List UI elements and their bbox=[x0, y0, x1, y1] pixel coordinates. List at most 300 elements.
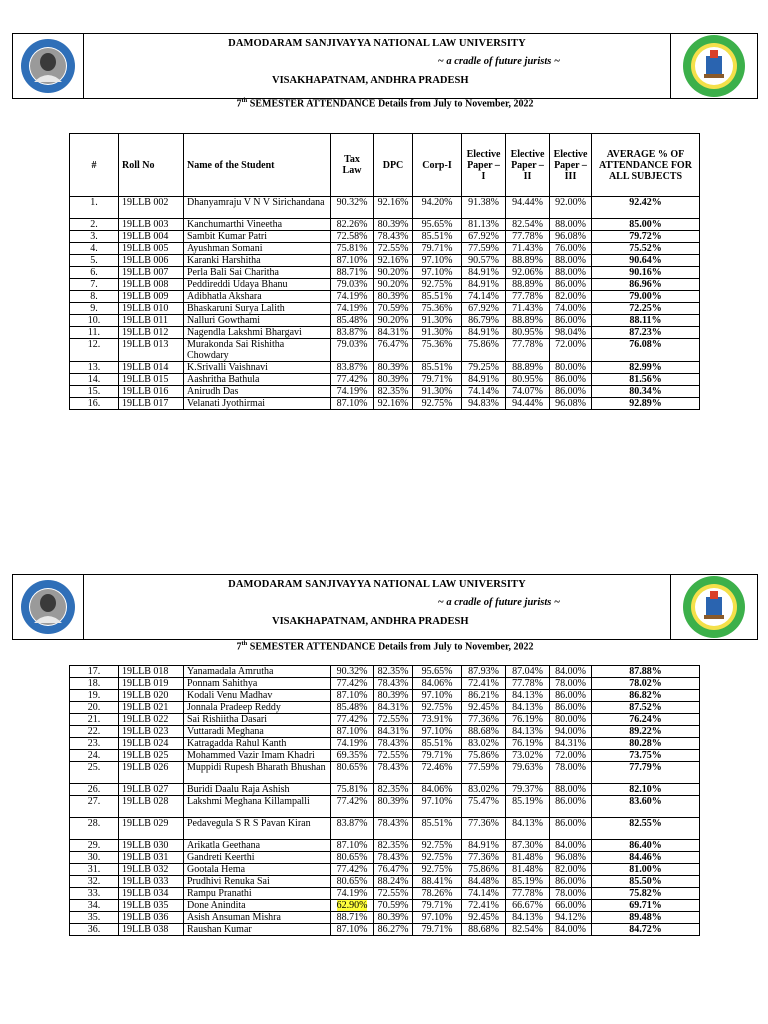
cell-corp-i: 91.30% bbox=[413, 386, 462, 398]
table-row bbox=[70, 784, 700, 796]
cell-tax-law: 87.10% bbox=[331, 398, 374, 410]
cell-elective-2: 84.13% bbox=[506, 702, 550, 714]
cell-elective-1: 84.91% bbox=[462, 327, 506, 339]
cell-tax-law: 87.10% bbox=[331, 255, 374, 267]
table-row bbox=[70, 339, 700, 362]
cell-row-number: 35. bbox=[70, 912, 119, 924]
cell-roll-no: 19LLB 004 bbox=[119, 231, 184, 243]
cell-tax-law: 77.42% bbox=[331, 714, 374, 726]
cell-student-name: Murakonda Sai Rishitha Chowdary bbox=[184, 339, 331, 362]
cell-roll-no: 19LLB 038 bbox=[119, 924, 184, 936]
cell-dpc: 90.20% bbox=[374, 267, 413, 279]
cell-row-number: 11. bbox=[70, 327, 119, 339]
cell-average: 87.88% bbox=[592, 666, 700, 678]
cell-elective-2: 76.19% bbox=[506, 738, 550, 750]
cell-row-number: 22. bbox=[70, 726, 119, 738]
cell-student-name: Lakshmi Meghana Killampalli bbox=[184, 796, 331, 818]
cell-tax-law: 74.19% bbox=[331, 738, 374, 750]
cell-corp-i: 85.51% bbox=[413, 738, 462, 750]
cell-average: 76.24% bbox=[592, 714, 700, 726]
cell-elective-1: 81.13% bbox=[462, 219, 506, 231]
cell-tax-law: 80.65% bbox=[331, 852, 374, 864]
cell-roll-no: 19LLB 012 bbox=[119, 327, 184, 339]
table-row bbox=[70, 818, 700, 840]
table-row bbox=[70, 327, 700, 339]
cell-corp-i: 97.10% bbox=[413, 255, 462, 267]
cell-corp-i: 73.91% bbox=[413, 714, 462, 726]
cell-roll-no: 19LLB 017 bbox=[119, 398, 184, 410]
cell-elective-3: 88.00% bbox=[550, 267, 592, 279]
cell-elective-2: 88.89% bbox=[506, 315, 550, 327]
cell-corp-i: 94.20% bbox=[413, 197, 462, 219]
col-corp: Corp-I bbox=[413, 134, 462, 197]
cell-row-number: 20. bbox=[70, 702, 119, 714]
cell-average: 79.72% bbox=[592, 231, 700, 243]
cell-tax-law: 74.19% bbox=[331, 386, 374, 398]
cell-elective-3: 86.00% bbox=[550, 796, 592, 818]
cell-elective-2: 82.54% bbox=[506, 924, 550, 936]
cell-row-number: 9. bbox=[70, 303, 119, 315]
table-body-2 bbox=[70, 666, 700, 936]
cell-corp-i: 79.71% bbox=[413, 900, 462, 912]
table-row bbox=[70, 876, 700, 888]
cell-corp-i: 97.10% bbox=[413, 690, 462, 702]
cell-tax-law: 77.42% bbox=[331, 678, 374, 690]
cell-dpc: 78.43% bbox=[374, 738, 413, 750]
cell-roll-no: 19LLB 036 bbox=[119, 912, 184, 924]
cell-elective-2: 94.44% bbox=[506, 197, 550, 219]
col-sn: # bbox=[70, 134, 119, 197]
cell-average: 82.99% bbox=[592, 362, 700, 374]
cell-row-number: 1. bbox=[70, 197, 119, 219]
cell-elective-1: 83.02% bbox=[462, 738, 506, 750]
founder-portrait-seal bbox=[13, 34, 84, 98]
table-row bbox=[70, 398, 700, 410]
cell-elective-3: 86.00% bbox=[550, 876, 592, 888]
cell-elective-2: 66.67% bbox=[506, 900, 550, 912]
cell-student-name: Yanamadala Amrutha bbox=[184, 666, 331, 678]
cell-elective-2: 73.02% bbox=[506, 750, 550, 762]
col-avg: AVERAGE % OF ATTENDANCE FOR ALL SUBJECTS bbox=[592, 134, 700, 197]
cell-elective-3: 76.00% bbox=[550, 243, 592, 255]
cell-dpc: 80.39% bbox=[374, 219, 413, 231]
cell-corp-i: 97.10% bbox=[413, 912, 462, 924]
cell-average: 87.52% bbox=[592, 702, 700, 714]
table-row bbox=[70, 255, 700, 267]
cell-elective-3: 86.00% bbox=[550, 386, 592, 398]
cell-student-name: Vuttaradi Meghana bbox=[184, 726, 331, 738]
cell-student-name: Kodali Venu Madhav bbox=[184, 690, 331, 702]
table-row bbox=[70, 231, 700, 243]
cell-roll-no: 19LLB 019 bbox=[119, 678, 184, 690]
cell-roll-no: 19LLB 024 bbox=[119, 738, 184, 750]
cell-dpc: 80.39% bbox=[374, 796, 413, 818]
table-row bbox=[70, 197, 700, 219]
cell-elective-1: 92.45% bbox=[462, 912, 506, 924]
cell-roll-no: 19LLB 026 bbox=[119, 762, 184, 784]
table-row bbox=[70, 888, 700, 900]
cell-elective-2: 87.30% bbox=[506, 840, 550, 852]
attendance-table-2 bbox=[69, 665, 700, 936]
cell-average: 85.50% bbox=[592, 876, 700, 888]
cell-student-name: Adibhatla Akshara bbox=[184, 291, 331, 303]
table-row bbox=[70, 924, 700, 936]
cell-dpc: 72.55% bbox=[374, 888, 413, 900]
cell-dpc: 86.27% bbox=[374, 924, 413, 936]
cell-tax-law: 74.19% bbox=[331, 303, 374, 315]
cell-tax-law: 85.48% bbox=[331, 315, 374, 327]
cell-elective-2: 81.48% bbox=[506, 852, 550, 864]
cell-elective-1: 75.47% bbox=[462, 796, 506, 818]
cell-student-name: Ayushman Somani bbox=[184, 243, 331, 255]
table-row bbox=[70, 291, 700, 303]
cell-corp-i: 95.65% bbox=[413, 666, 462, 678]
cell-roll-no: 19LLB 022 bbox=[119, 714, 184, 726]
cell-student-name: Karanki Harshitha bbox=[184, 255, 331, 267]
cell-average: 92.42% bbox=[592, 197, 700, 219]
cell-elective-2: 80.95% bbox=[506, 374, 550, 386]
cell-average: 81.56% bbox=[592, 374, 700, 386]
cell-dpc: 70.59% bbox=[374, 900, 413, 912]
col-e2: Elective Paper – II bbox=[506, 134, 550, 197]
cell-elective-3: 86.00% bbox=[550, 279, 592, 291]
report-subtitle-1: 7th SEMESTER ATTENDANCE Details from July to November, 2022 bbox=[236, 97, 534, 110]
cell-student-name: Buridi Daalu Raja Ashish bbox=[184, 784, 331, 796]
cell-average: 83.60% bbox=[592, 796, 700, 818]
cell-average: 82.55% bbox=[592, 818, 700, 840]
cell-row-number: 8. bbox=[70, 291, 119, 303]
cell-dpc: 90.20% bbox=[374, 315, 413, 327]
cell-elective-2: 76.19% bbox=[506, 714, 550, 726]
cell-student-name: Kanchumarthi Vineetha bbox=[184, 219, 331, 231]
cell-row-number: 6. bbox=[70, 267, 119, 279]
table-row bbox=[70, 279, 700, 291]
cell-tax-law: 83.87% bbox=[331, 818, 374, 840]
cell-average: 85.00% bbox=[592, 219, 700, 231]
report-subtitle-2: 7th SEMESTER ATTENDANCE Details from July to November, 2022 bbox=[236, 640, 534, 653]
cell-elective-2: 74.07% bbox=[506, 386, 550, 398]
cell-elective-1: 90.57% bbox=[462, 255, 506, 267]
cell-elective-3: 74.00% bbox=[550, 303, 592, 315]
table-row bbox=[70, 267, 700, 279]
cell-student-name: Arikatla Geethana bbox=[184, 840, 331, 852]
cell-elective-3: 78.00% bbox=[550, 888, 592, 900]
table-row bbox=[70, 738, 700, 750]
cell-row-number: 2. bbox=[70, 219, 119, 231]
cell-corp-i: 85.51% bbox=[413, 291, 462, 303]
cell-dpc: 70.59% bbox=[374, 303, 413, 315]
cell-elective-1: 77.59% bbox=[462, 243, 506, 255]
cell-elective-3: 94.12% bbox=[550, 912, 592, 924]
cell-average: 90.64% bbox=[592, 255, 700, 267]
table-row bbox=[70, 362, 700, 374]
cell-average: 84.46% bbox=[592, 852, 700, 864]
cell-student-name: Bhaskaruni Surya Lalith bbox=[184, 303, 331, 315]
cell-tax-law: 72.58% bbox=[331, 231, 374, 243]
university-emblem bbox=[670, 34, 757, 98]
cell-corp-i: 92.75% bbox=[413, 852, 462, 864]
cell-student-name: Raushan Kumar bbox=[184, 924, 331, 936]
cell-roll-no: 19LLB 016 bbox=[119, 386, 184, 398]
cell-student-name: Nalluri Gowthami bbox=[184, 315, 331, 327]
cell-dpc: 78.43% bbox=[374, 678, 413, 690]
cell-average: 76.08% bbox=[592, 339, 700, 362]
cell-roll-no: 19LLB 011 bbox=[119, 315, 184, 327]
cell-elective-1: 84.91% bbox=[462, 840, 506, 852]
portrait-seal-icon bbox=[20, 579, 76, 635]
table-row bbox=[70, 750, 700, 762]
cell-row-number: 14. bbox=[70, 374, 119, 386]
cell-elective-3: 86.00% bbox=[550, 690, 592, 702]
cell-elective-2: 94.44% bbox=[506, 398, 550, 410]
cell-dpc: 84.31% bbox=[374, 726, 413, 738]
cell-student-name: Gandreti Keerthi bbox=[184, 852, 331, 864]
cell-dpc: 78.43% bbox=[374, 231, 413, 243]
cell-elective-3: 80.00% bbox=[550, 714, 592, 726]
cell-corp-i: 95.65% bbox=[413, 219, 462, 231]
cell-row-number: 27. bbox=[70, 796, 119, 818]
cell-corp-i: 91.30% bbox=[413, 315, 462, 327]
cell-row-number: 3. bbox=[70, 231, 119, 243]
cell-tax-law: 90.32% bbox=[331, 666, 374, 678]
cell-student-name: Rampu Pranathi bbox=[184, 888, 331, 900]
cell-elective-3: 78.00% bbox=[550, 678, 592, 690]
cell-tax-law: 80.65% bbox=[331, 762, 374, 784]
cell-corp-i: 85.51% bbox=[413, 231, 462, 243]
cell-elective-3: 88.00% bbox=[550, 784, 592, 796]
cell-row-number: 25. bbox=[70, 762, 119, 784]
cell-average: 86.40% bbox=[592, 840, 700, 852]
table-row bbox=[70, 852, 700, 864]
cell-student-name: Pedavegula S R S Pavan Kiran bbox=[184, 818, 331, 840]
col-dpc: DPC bbox=[374, 134, 413, 197]
cell-roll-no: 19LLB 002 bbox=[119, 197, 184, 219]
cell-dpc: 82.35% bbox=[374, 840, 413, 852]
cell-row-number: 7. bbox=[70, 279, 119, 291]
cell-roll-no: 19LLB 025 bbox=[119, 750, 184, 762]
cell-elective-3: 84.00% bbox=[550, 666, 592, 678]
table-row bbox=[70, 678, 700, 690]
cell-elective-3: 84.00% bbox=[550, 840, 592, 852]
cell-tax-law: 88.71% bbox=[331, 912, 374, 924]
cell-row-number: 13. bbox=[70, 362, 119, 374]
cell-elective-3: 98.04% bbox=[550, 327, 592, 339]
cell-row-number: 31. bbox=[70, 864, 119, 876]
cell-elective-1: 84.48% bbox=[462, 876, 506, 888]
cell-row-number: 33. bbox=[70, 888, 119, 900]
cell-student-name: Jonnala Pradeep Reddy bbox=[184, 702, 331, 714]
cell-student-name: Dhanyamraju V N V Sirichandana bbox=[184, 197, 331, 219]
cell-elective-1: 74.14% bbox=[462, 386, 506, 398]
table-row bbox=[70, 243, 700, 255]
table-row bbox=[70, 912, 700, 924]
col-roll: Roll No bbox=[119, 134, 184, 197]
cell-elective-2: 77.78% bbox=[506, 291, 550, 303]
cell-row-number: 36. bbox=[70, 924, 119, 936]
cell-corp-i: 92.75% bbox=[413, 864, 462, 876]
cell-tax-law: 87.10% bbox=[331, 924, 374, 936]
cell-elective-2: 77.78% bbox=[506, 678, 550, 690]
cell-average: 78.02% bbox=[592, 678, 700, 690]
cell-average: 75.82% bbox=[592, 888, 700, 900]
cell-elective-3: 84.00% bbox=[550, 924, 592, 936]
cell-tax-law: 79.03% bbox=[331, 339, 374, 362]
cell-roll-no: 19LLB 032 bbox=[119, 864, 184, 876]
cell-average: 81.00% bbox=[592, 864, 700, 876]
cell-corp-i: 92.75% bbox=[413, 702, 462, 714]
page-header-1 bbox=[12, 33, 758, 99]
cell-elective-2: 84.13% bbox=[506, 912, 550, 924]
cell-dpc: 84.31% bbox=[374, 702, 413, 714]
cell-elective-3: 92.00% bbox=[550, 197, 592, 219]
cell-average: 86.82% bbox=[592, 690, 700, 702]
cell-dpc: 80.39% bbox=[374, 291, 413, 303]
cell-roll-no: 19LLB 029 bbox=[119, 818, 184, 840]
cell-average: 86.96% bbox=[592, 279, 700, 291]
cell-dpc: 78.43% bbox=[374, 818, 413, 840]
cell-elective-1: 75.86% bbox=[462, 750, 506, 762]
cell-elective-2: 84.13% bbox=[506, 690, 550, 702]
cell-tax-law: 69.35% bbox=[331, 750, 374, 762]
cell-roll-no: 19LLB 034 bbox=[119, 888, 184, 900]
cell-elective-1: 77.59% bbox=[462, 762, 506, 784]
table-row bbox=[70, 796, 700, 818]
cell-student-name: Katragadda Rahul Kanth bbox=[184, 738, 331, 750]
cell-row-number: 15. bbox=[70, 386, 119, 398]
cell-tax-law: 77.42% bbox=[331, 796, 374, 818]
cell-student-name: Mohammed Vazir Imam Khadri bbox=[184, 750, 331, 762]
table-row bbox=[70, 900, 700, 912]
university-name: DAMODARAM SANJIVAYYA NATIONAL LAW UNIVERSITY bbox=[228, 38, 526, 49]
cell-corp-i: 79.71% bbox=[413, 924, 462, 936]
cell-elective-3: 78.00% bbox=[550, 762, 592, 784]
cell-dpc: 72.55% bbox=[374, 714, 413, 726]
cell-corp-i: 78.26% bbox=[413, 888, 462, 900]
cell-elective-2: 82.54% bbox=[506, 219, 550, 231]
cell-roll-no: 19LLB 035 bbox=[119, 900, 184, 912]
cell-student-name: Nagendla Lakshmi Bhargavi bbox=[184, 327, 331, 339]
table-row bbox=[70, 690, 700, 702]
cell-tax-law: 62.90% bbox=[331, 900, 374, 912]
emblem-icon bbox=[682, 575, 746, 639]
cell-row-number: 24. bbox=[70, 750, 119, 762]
cell-roll-no: 19LLB 021 bbox=[119, 702, 184, 714]
cell-roll-no: 19LLB 006 bbox=[119, 255, 184, 267]
table-row bbox=[70, 315, 700, 327]
cell-row-number: 12. bbox=[70, 339, 119, 362]
cell-elective-1: 77.36% bbox=[462, 818, 506, 840]
cell-elective-3: 86.00% bbox=[550, 818, 592, 840]
table-row bbox=[70, 386, 700, 398]
table-row bbox=[70, 714, 700, 726]
cell-tax-law: 77.42% bbox=[331, 864, 374, 876]
cell-elective-1: 91.38% bbox=[462, 197, 506, 219]
cell-corp-i: 84.06% bbox=[413, 784, 462, 796]
cell-elective-2: 80.95% bbox=[506, 327, 550, 339]
cell-corp-i: 97.10% bbox=[413, 726, 462, 738]
cell-corp-i: 91.30% bbox=[413, 327, 462, 339]
cell-student-name: Sai Rishiitha Dasari bbox=[184, 714, 331, 726]
cell-elective-1: 84.91% bbox=[462, 279, 506, 291]
cell-corp-i: 75.36% bbox=[413, 339, 462, 362]
cell-student-name: Aashritha Bathula bbox=[184, 374, 331, 386]
table-row bbox=[70, 702, 700, 714]
university-location: VISAKHAPATNAM, ANDHRA PRADESH bbox=[272, 75, 469, 86]
cell-corp-i: 92.75% bbox=[413, 398, 462, 410]
cell-corp-i: 97.10% bbox=[413, 796, 462, 818]
cell-elective-1: 67.92% bbox=[462, 303, 506, 315]
cell-elective-1: 83.02% bbox=[462, 784, 506, 796]
cell-elective-1: 74.14% bbox=[462, 888, 506, 900]
cell-elective-2: 84.13% bbox=[506, 818, 550, 840]
cell-average: 80.34% bbox=[592, 386, 700, 398]
cell-dpc: 82.35% bbox=[374, 784, 413, 796]
cell-tax-law: 87.10% bbox=[331, 726, 374, 738]
cell-tax-law: 82.26% bbox=[331, 219, 374, 231]
cell-elective-2: 71.43% bbox=[506, 243, 550, 255]
cell-tax-law: 87.10% bbox=[331, 690, 374, 702]
cell-corp-i: 79.71% bbox=[413, 750, 462, 762]
cell-dpc: 92.16% bbox=[374, 398, 413, 410]
cell-row-number: 26. bbox=[70, 784, 119, 796]
cell-tax-law: 87.10% bbox=[331, 840, 374, 852]
cell-elective-1: 87.93% bbox=[462, 666, 506, 678]
cell-row-number: 4. bbox=[70, 243, 119, 255]
cell-elective-2: 85.19% bbox=[506, 796, 550, 818]
table-row bbox=[70, 840, 700, 852]
cell-corp-i: 72.46% bbox=[413, 762, 462, 784]
cell-tax-law: 74.19% bbox=[331, 291, 374, 303]
cell-row-number: 28. bbox=[70, 818, 119, 840]
cell-elective-2: 79.37% bbox=[506, 784, 550, 796]
cell-dpc: 72.55% bbox=[374, 750, 413, 762]
cell-average: 80.28% bbox=[592, 738, 700, 750]
university-location: VISAKHAPATNAM, ANDHRA PRADESH bbox=[272, 616, 469, 627]
cell-average: 77.79% bbox=[592, 762, 700, 784]
cell-elective-2: 88.89% bbox=[506, 279, 550, 291]
cell-corp-i: 79.71% bbox=[413, 243, 462, 255]
cell-tax-law: 90.32% bbox=[331, 197, 374, 219]
page-header-2 bbox=[12, 574, 758, 640]
cell-elective-3: 96.08% bbox=[550, 852, 592, 864]
cell-elective-3: 66.00% bbox=[550, 900, 592, 912]
cell-row-number: 32. bbox=[70, 876, 119, 888]
cell-corp-i: 85.51% bbox=[413, 362, 462, 374]
cell-elective-1: 88.68% bbox=[462, 924, 506, 936]
cell-dpc: 78.43% bbox=[374, 852, 413, 864]
cell-dpc: 76.47% bbox=[374, 864, 413, 876]
cell-elective-2: 87.04% bbox=[506, 666, 550, 678]
cell-student-name: Velanati Jyothirmai bbox=[184, 398, 331, 410]
cell-elective-1: 84.91% bbox=[462, 374, 506, 386]
cell-elective-1: 86.21% bbox=[462, 690, 506, 702]
cell-corp-i: 79.71% bbox=[413, 374, 462, 386]
table-row bbox=[70, 219, 700, 231]
cell-average: 69.71% bbox=[592, 900, 700, 912]
cell-roll-no: 19LLB 031 bbox=[119, 852, 184, 864]
cell-row-number: 21. bbox=[70, 714, 119, 726]
university-name: DAMODARAM SANJIVAYYA NATIONAL LAW UNIVERSITY bbox=[228, 579, 526, 590]
cell-tax-law: 85.48% bbox=[331, 702, 374, 714]
cell-roll-no: 19LLB 005 bbox=[119, 243, 184, 255]
cell-roll-no: 19LLB 020 bbox=[119, 690, 184, 702]
university-motto: ~ a cradle of future jurists ~ bbox=[437, 56, 560, 67]
cell-elective-3: 86.00% bbox=[550, 374, 592, 386]
cell-tax-law: 88.71% bbox=[331, 267, 374, 279]
cell-corp-i: 75.36% bbox=[413, 303, 462, 315]
cell-student-name: Done Anindita bbox=[184, 900, 331, 912]
cell-roll-no: 19LLB 030 bbox=[119, 840, 184, 852]
